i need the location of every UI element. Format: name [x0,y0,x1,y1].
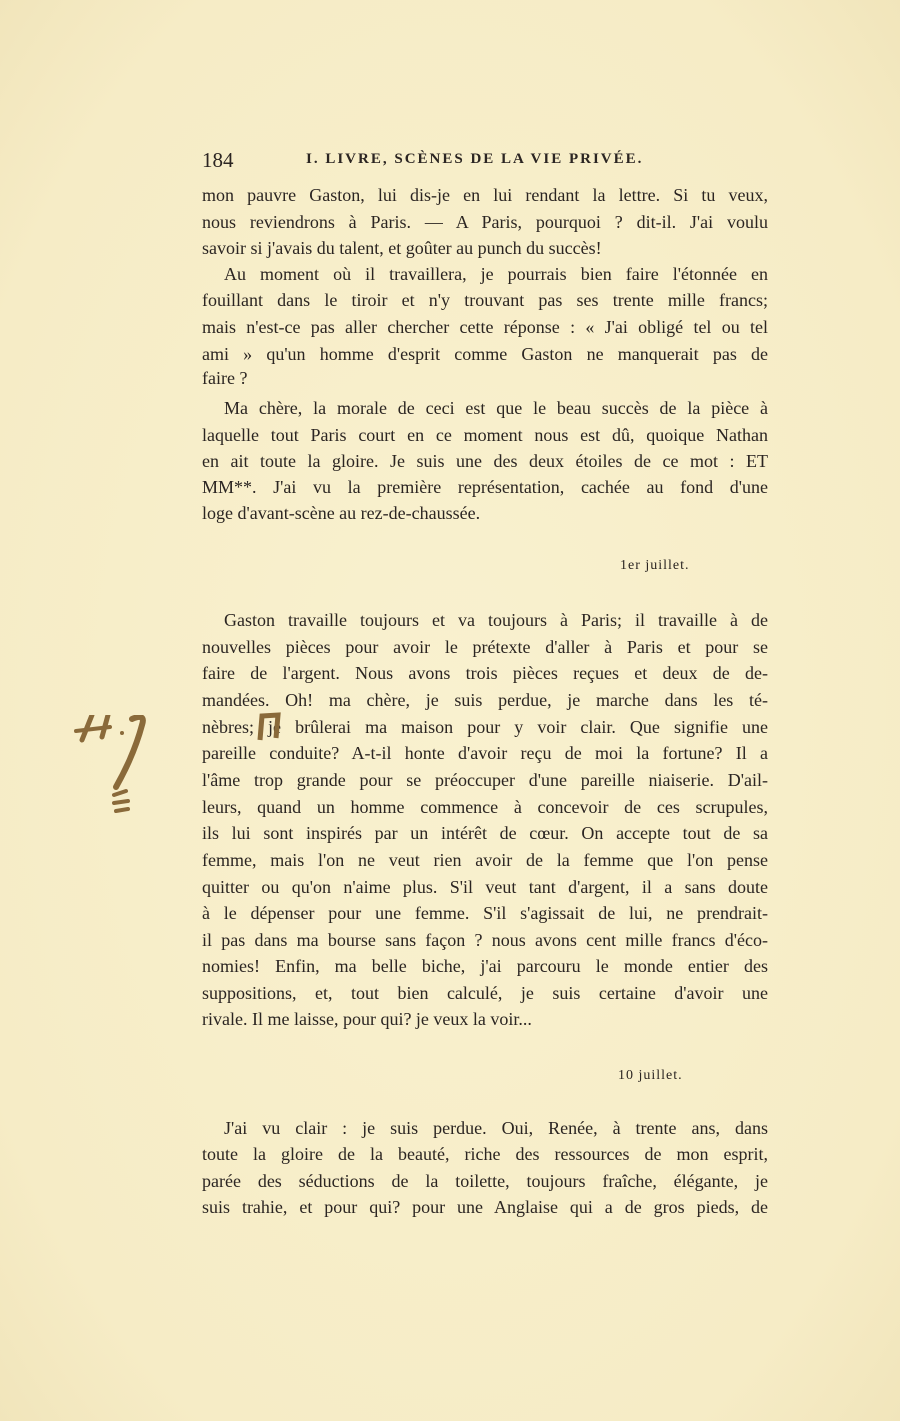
text-line: femme, mais l'on ne veut rien avoir de la femme que l'on pense [202,850,768,870]
date-heading: 1er juillet. [620,558,690,573]
text-line: à le dépenser pour une femme. S'il s'agissait de lui, ne prendrait- [202,903,768,923]
text-line: nous reviendrons à Paris. — A Paris, pourquoi ? dit-il. J'ai voulu [202,212,768,232]
handwritten-annotation-mark [70,715,160,835]
text-line: mandées. Oh! ma chère, je suis perdue, je marche dans les té- [202,690,768,710]
text-line: rivale. Il me laisse, pour qui? je veux la voir... [202,1009,532,1029]
date-heading: 10 juillet. [618,1068,683,1083]
text-line: nomies! Enfin, ma belle biche, j'ai parcouru le monde entier des [202,956,768,976]
text-line: fouillant dans le tiroir et n'y trouvant pas ses trente mille francs; [202,290,768,310]
running-header [202,148,768,174]
text-line: faire de l'argent. Nous avons trois pièces reçues et deux de de- [202,663,768,683]
text-line: MM**. J'ai vu la première représentation, cachée au fond d'une [202,477,768,497]
text-line: J'ai vu clair : je suis perdue. Oui, Renée, à trente ans, dans [224,1118,768,1138]
text-line: leurs, quand un homme commence à concevoir de ces scrupules, [202,797,768,817]
text-line: nouvelles pièces pour avoir le prétexte d'aller à Paris et pour se [202,637,768,657]
text-line: ami » qu'un homme d'esprit comme Gaston ne manquerait pas de [202,344,768,364]
text-line: savoir si j'avais du talent, et goûter au punch du succès! [202,238,602,258]
text-line: il pas dans ma bourse sans façon ? nous avons cent mille francs d'éco- [202,930,768,950]
text-line: faire ? [202,368,248,388]
handwritten-bracket-mark [256,712,282,742]
text-line: l'âme trop grande pour se préoccuper d'une pareille niaiserie. D'ail- [202,770,768,790]
running-title: I. LIVRE, SCÈNES DE LA VIE PRIVÉE. [306,151,644,167]
text-line: parée des séductions de la toilette, toujours fraîche, élégante, je [202,1171,768,1191]
text-line: suis trahie, et pour qui? pour une Anglaise qui a de gros pieds, de [202,1197,768,1217]
text-line: pareille conduite? A-t-il honte d'avoir reçu de moi la fortune? Il a [202,743,768,763]
text-line: loge d'avant-scène au rez-de-chaussée. [202,503,481,523]
text-line: Ma chère, la morale de ceci est que le beau succès de la pièce à [224,398,768,418]
text-line: quitter ou qu'on n'aime plus. S'il veut tant d'argent, il a sans doute [202,877,768,897]
text-line: Gaston travaille toujours et va toujours à Paris; il travaille à de [224,610,768,630]
text-line: nèbres; je brûlerai ma maison pour y voir clair. Que signifie une [202,717,768,737]
text-line: suppositions, et, tout bien calculé, je suis certaine d'avoir une [202,983,768,1003]
text-line: en ait toute la gloire. Je suis une des deux étoiles de ce mot : ET [202,451,768,471]
text-line: ils lui sont inspirés par un intérêt de cœur. On accepte tout de sa [202,823,768,843]
page-number: 184 [202,148,234,172]
text-line: mon pauvre Gaston, lui dis-je en lui rendant la lettre. Si tu veux, [202,185,768,205]
text-line: toute la gloire de la beauté, riche des ressources de mon esprit, [202,1144,768,1164]
text-line: Au moment où il travaillera, je pourrais bien faire l'étonnée en [224,264,768,284]
text-line: laquelle tout Paris court en ce moment nous est dû, quoique Nathan [202,425,768,445]
text-line: mais n'est-ce pas aller chercher cette réponse : « J'ai obligé tel ou tel [202,317,768,337]
